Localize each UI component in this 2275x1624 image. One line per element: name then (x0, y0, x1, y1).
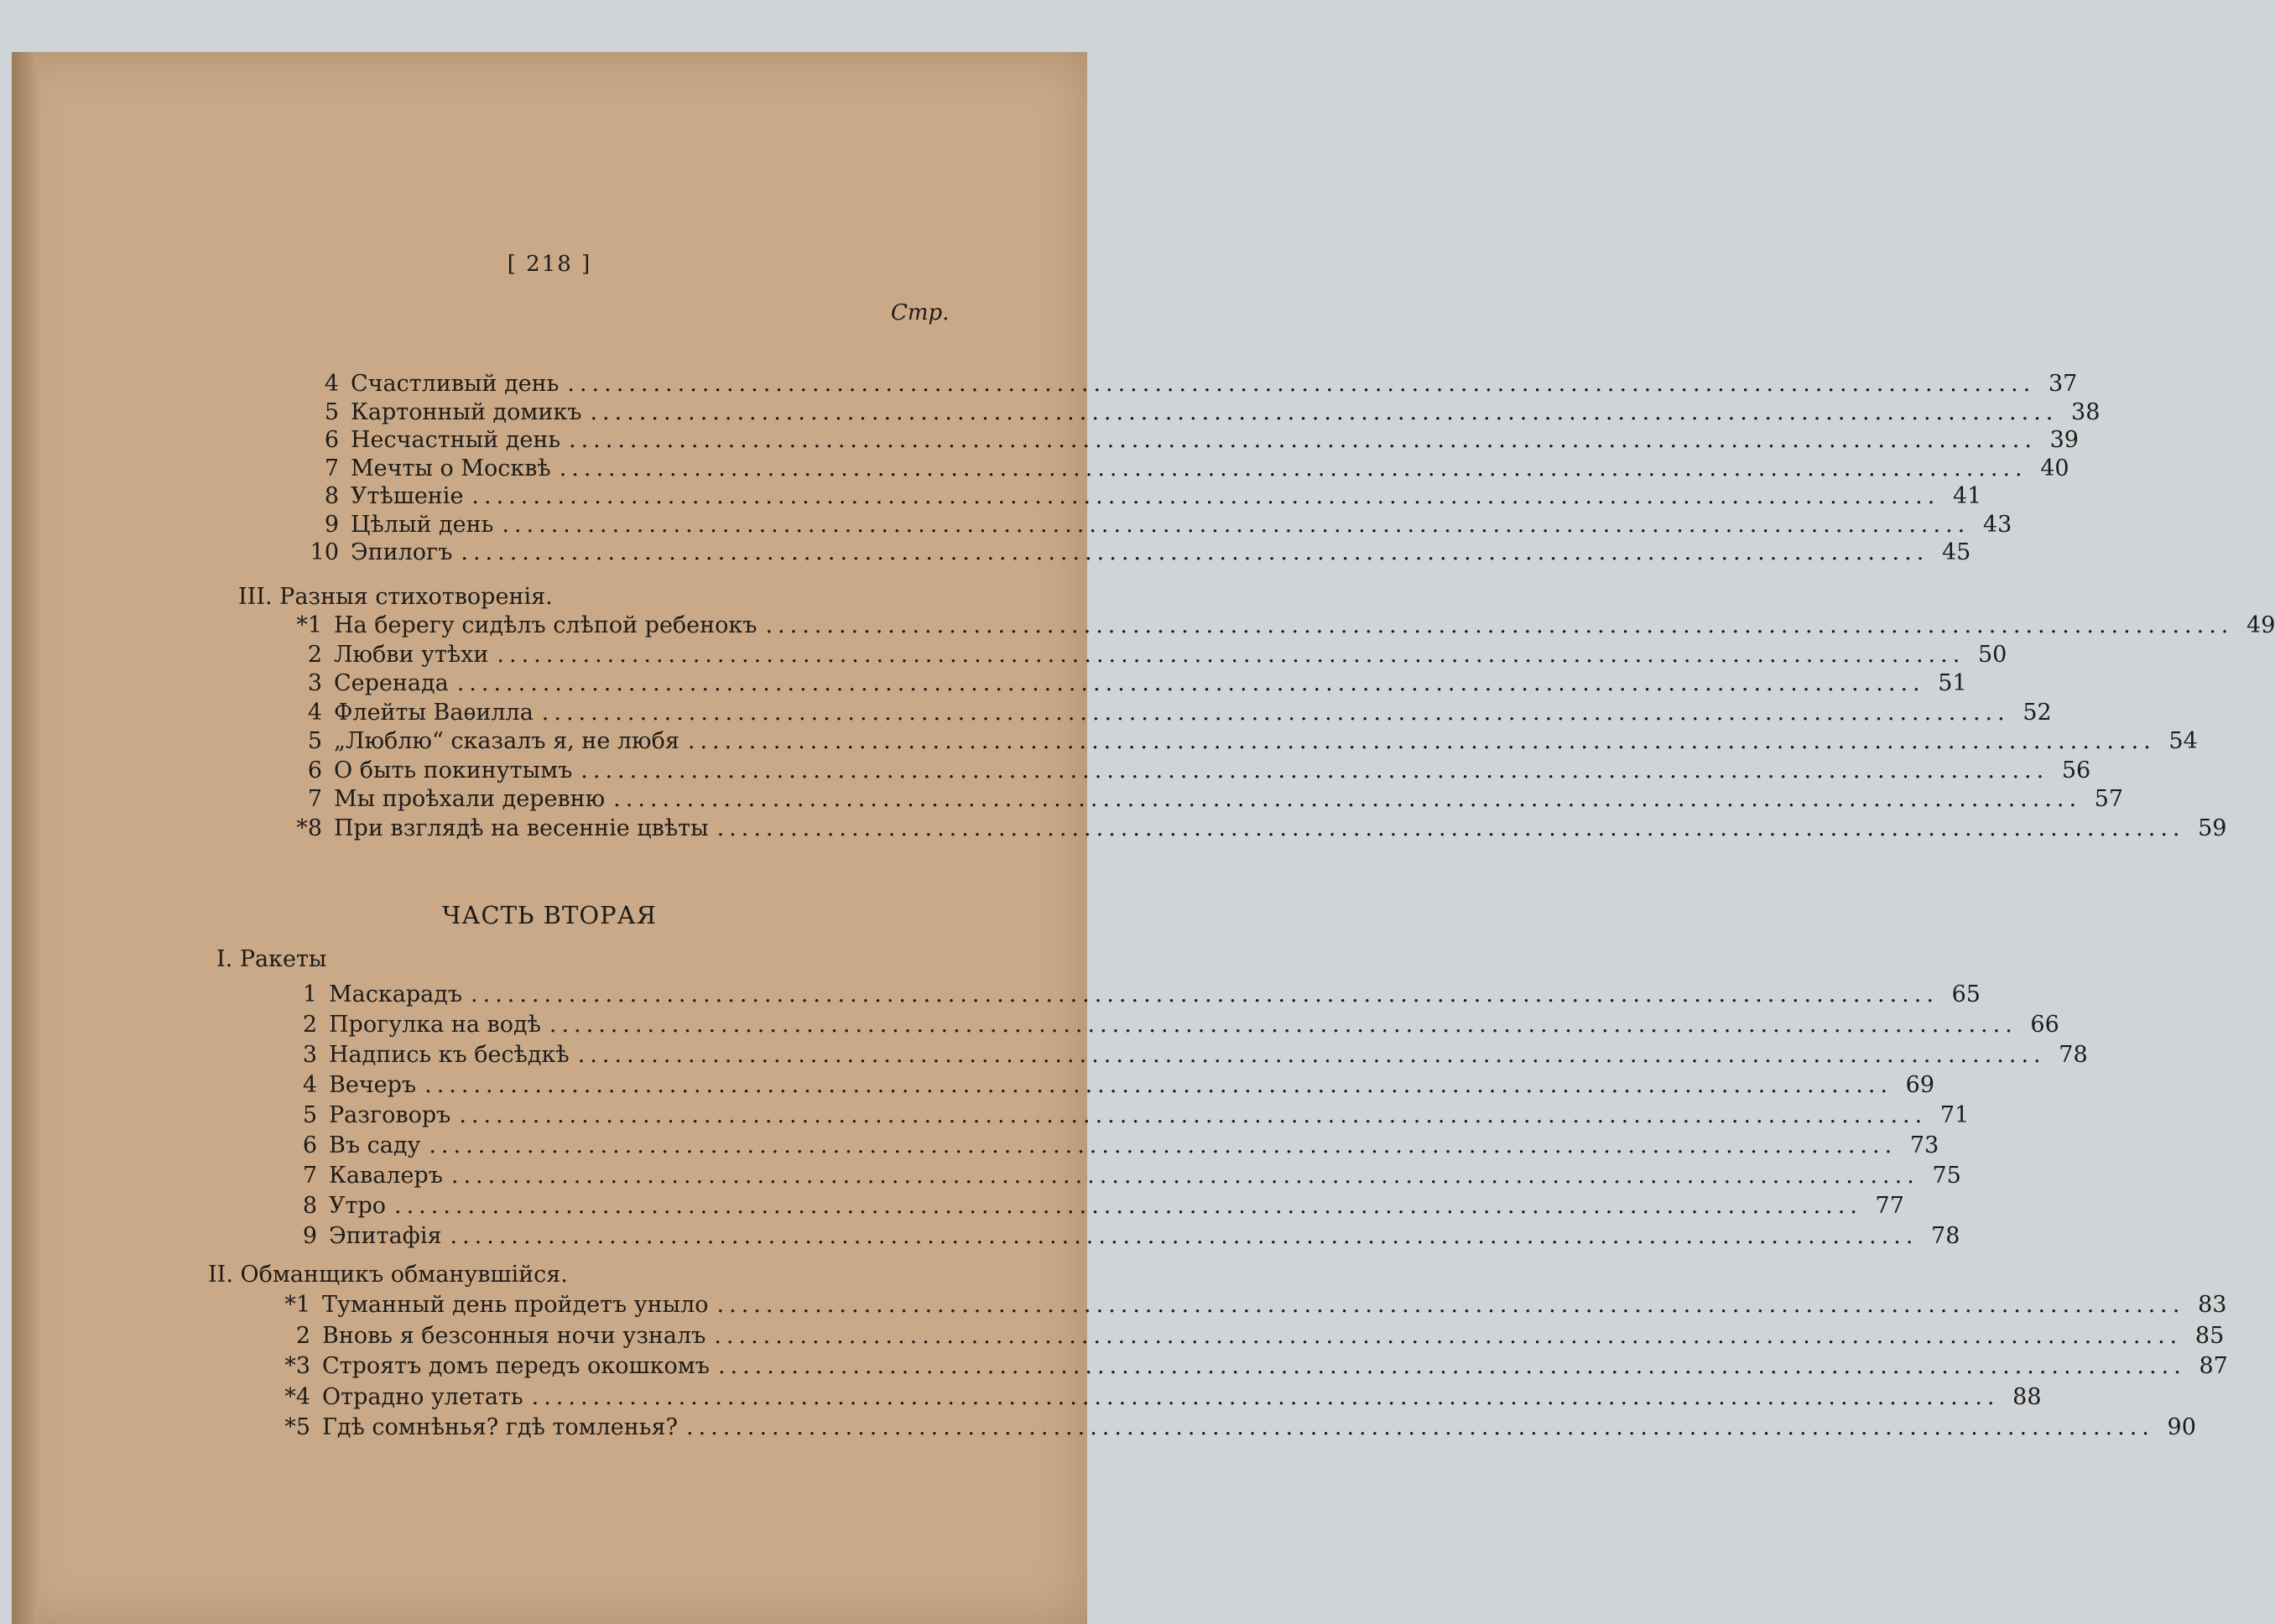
toc-entry (280, 612, 2275, 641)
toc-entry-number: 2 (302, 1012, 317, 1038)
toc-entry (297, 455, 2069, 484)
book-page (12, 52, 2275, 1624)
toc-entry-page: 40 (2040, 455, 2069, 481)
toc-entry-title: Туманный день пройдетъ уныло (322, 1292, 709, 1318)
toc-entry-page: 49 (2246, 612, 2275, 638)
toc-entry-page: 39 (2049, 427, 2079, 453)
toc-entry (280, 728, 2198, 757)
toc-entry (275, 1132, 1939, 1161)
toc-entry-number: 3 (307, 670, 322, 696)
toc-entry (260, 1383, 2042, 1413)
leader-dots: ........................................................................................................................ (613, 786, 2082, 812)
leader-dots: ........................................................................................................................ (424, 1072, 1893, 1098)
toc-entry (275, 1072, 1935, 1101)
toc-entry (260, 1414, 2196, 1443)
toc-entry (275, 1223, 1960, 1252)
toc-entry-title: Несчастный день (351, 427, 561, 453)
toc-entry-title: Въ саду (329, 1132, 421, 1158)
toc-entry-page: 78 (1931, 1223, 1960, 1249)
toc-entry-page: 88 (2012, 1383, 2042, 1410)
toc-entry-title: При взглядѣ на весенніе цвѣты (334, 815, 709, 841)
toc-entry-page: 51 (1938, 670, 1967, 696)
toc-entry-title: На берегу сидѣлъ слѣпой ребенокъ (334, 612, 757, 638)
leader-dots: ........................................................................................................................ (716, 1292, 2185, 1318)
toc-entry-title: Прогулка на водѣ (329, 1012, 541, 1038)
leader-dots: ........................................................................................................................ (471, 483, 1940, 509)
toc-entry-number: *4 (284, 1383, 310, 1410)
toc-entry-page: 37 (2048, 371, 2078, 397)
toc-entry-title: Картонный домикъ (351, 398, 582, 425)
toc-entry-page: 83 (2198, 1292, 2227, 1318)
toc-entry (297, 371, 2078, 399)
toc-entry-page: 87 (2199, 1353, 2228, 1379)
toc-entry (297, 483, 1982, 512)
toc-entry-number: 9 (302, 1223, 317, 1249)
toc-entry-number: 7 (324, 455, 339, 481)
leader-dots: ........................................................................................................................ (765, 612, 2234, 638)
toc-entry-page: 56 (2061, 757, 2091, 783)
toc-entry-page: 69 (1905, 1072, 1935, 1098)
toc-entry-number: 9 (324, 511, 339, 538)
toc-entry-page: 73 (1909, 1132, 1939, 1158)
toc-entry-title: Утро (329, 1193, 386, 1219)
toc-entry-number: 10 (310, 539, 339, 565)
toc-entry-title: Цѣлый день (351, 511, 494, 538)
leader-dots: ........................................................................................................................ (450, 1223, 1918, 1249)
leader-dots: ........................................................................................................................ (531, 1383, 2000, 1410)
toc-entry-number: 4 (324, 371, 339, 397)
toc-entry-title: Утѣшеніе (351, 483, 464, 509)
toc-entry-title: Серенада (334, 670, 449, 696)
toc-entry-page: 85 (2194, 1322, 2225, 1349)
toc-entry (297, 427, 2079, 455)
toc-entry-title: Вечеръ (329, 1072, 417, 1098)
leader-dots: ........................................................................................................................ (450, 1163, 1919, 1189)
toc-entry (297, 511, 2012, 540)
part-two-section-two-heading: II. Обманщикъ обманувшійся. (208, 1262, 568, 1288)
toc-entry-number: 4 (302, 1072, 317, 1098)
leader-dots: ........................................................................................................................ (502, 511, 1970, 538)
toc-entry (275, 1042, 2088, 1070)
leader-dots: ........................................................................................................................ (580, 757, 2049, 783)
part-two-title: ЧАСТЬ ВТОРАЯ (442, 901, 657, 929)
leader-dots: ........................................................................................................................ (459, 1102, 1928, 1128)
toc-entry-page: 65 (1951, 981, 1981, 1007)
leader-dots: ........................................................................................................................ (685, 1414, 2154, 1440)
toc-entry-page: 54 (2168, 728, 2198, 754)
toc-entry-title: Вновь я безсонныя ночи узналъ (322, 1322, 706, 1349)
toc-entry-number: 4 (307, 699, 322, 726)
toc-entry-page: 50 (1977, 641, 2007, 668)
toc-entry (275, 981, 1981, 1010)
toc-entry-page: 66 (2030, 1012, 2059, 1038)
toc-entry-page: 45 (1941, 539, 1971, 565)
toc-entry-title: Мы проѣхали деревню (334, 786, 606, 812)
toc-entry-title: Отрадно улетать (322, 1383, 523, 1410)
toc-entry-number: 6 (302, 1132, 317, 1158)
toc-entry-number: 8 (324, 483, 339, 509)
toc-entry-page: 57 (2094, 786, 2124, 812)
toc-entry-title: Строятъ домъ передъ окошкомъ (322, 1353, 710, 1379)
section-three-heading: III. Разныя стихотворенія. (238, 584, 553, 610)
toc-entry (260, 1292, 2227, 1320)
toc-entry-number: *8 (296, 815, 322, 841)
leader-dots: ........................................................................................................................ (559, 455, 2028, 481)
leader-dots: ........................................................................................................................ (541, 699, 2010, 726)
toc-entry-page: 75 (1932, 1163, 1961, 1189)
toc-entry (280, 786, 2124, 815)
toc-entry (280, 670, 1967, 699)
toc-entry-title: Эпитафія (329, 1223, 442, 1249)
toc-entry-page: 90 (2167, 1414, 2196, 1440)
toc-entry-number: 2 (307, 641, 322, 668)
toc-entry (260, 1322, 2225, 1351)
toc-entry (297, 539, 1971, 568)
toc-entry-number: 6 (324, 427, 339, 453)
leader-dots: ........................................................................................................................ (717, 1353, 2186, 1379)
toc-entry (275, 1193, 1904, 1221)
toc-entry-title: Флейты Ваѳилла (334, 699, 534, 726)
leader-dots: ........................................................................................................................ (394, 1193, 1862, 1219)
leader-dots: ........................................................................................................................ (714, 1322, 2183, 1349)
page-column-label: Стр. (891, 300, 950, 325)
toc-entry-number: *1 (296, 612, 322, 638)
toc-entry-page: 71 (1939, 1102, 1970, 1128)
leader-dots: ........................................................................................................................ (471, 981, 1939, 1007)
toc-entry-title: Счастливый день (351, 371, 560, 397)
toc-entry-number: *5 (284, 1414, 310, 1440)
toc-entry (275, 1163, 1961, 1191)
toc-entry (275, 1012, 2059, 1040)
toc-entry-number: 7 (307, 786, 322, 812)
toc-entry-title: Эпилогъ (351, 539, 453, 565)
toc-entry-number: 5 (324, 398, 339, 425)
toc-entry-number: *1 (284, 1292, 310, 1318)
toc-entry-title: Любви утѣхи (334, 641, 489, 668)
leader-dots: ........................................................................................................................ (497, 641, 1965, 668)
leader-dots: ........................................................................................................................ (549, 1012, 2017, 1038)
toc-entry (297, 398, 2101, 428)
toc-entry-number: 8 (302, 1193, 317, 1219)
toc-entry-number: 5 (302, 1102, 317, 1128)
leader-dots: ........................................................................................................................ (456, 670, 1925, 696)
toc-entry-page: 59 (2198, 815, 2227, 841)
toc-entry-title: Мечты о Москвѣ (351, 455, 551, 481)
toc-entry-number: 6 (307, 757, 322, 783)
toc-entry-page: 41 (1952, 483, 1982, 509)
page-number: [ 218 ] (507, 252, 592, 277)
toc-entry-page: 77 (1875, 1193, 1904, 1219)
leader-dots: ........................................................................................................................ (429, 1132, 1898, 1158)
leader-dots: ........................................................................................................................ (569, 427, 2037, 453)
page-edge (12, 52, 39, 1624)
toc-entry-number: 2 (295, 1322, 310, 1349)
toc-entry (280, 757, 2091, 786)
toc-entry-page: 43 (1982, 511, 2012, 538)
toc-entry-number: *3 (284, 1353, 310, 1379)
toc-entry (280, 699, 2052, 728)
toc-entry (280, 815, 2227, 844)
leader-dots: ........................................................................................................................ (567, 371, 2036, 397)
leader-dots: ........................................................................................................................ (716, 815, 2185, 841)
toc-entry-title: О быть покинутымъ (334, 757, 573, 783)
toc-entry-page: 38 (2071, 398, 2101, 425)
toc-entry-title: Маскарадъ (329, 981, 463, 1007)
toc-entry-title: Кавалеръ (329, 1163, 443, 1189)
leader-dots: ........................................................................................................................ (577, 1042, 2046, 1068)
toc-entry-number: 1 (302, 981, 317, 1007)
toc-entry (280, 641, 2007, 670)
toc-entry-number: 3 (302, 1042, 317, 1068)
toc-entry-number: 7 (302, 1163, 317, 1189)
leader-dots: ........................................................................................................................ (590, 398, 2059, 425)
toc-entry-page: 52 (2023, 699, 2052, 726)
toc-entry-page: 78 (2059, 1042, 2088, 1068)
toc-entry-title: Разговоръ (329, 1102, 451, 1128)
leader-dots: ........................................................................................................................ (461, 539, 1929, 565)
toc-entry (275, 1102, 1970, 1131)
toc-entry-title: Надпись къ бесѣдкѣ (329, 1042, 570, 1068)
part-two-section-one-heading: I. Ракеты (216, 946, 327, 972)
toc-entry (260, 1353, 2228, 1382)
leader-dots: ........................................................................................................................ (687, 728, 2156, 754)
toc-entry-title: „Люблю“ сказалъ я, не любя (334, 728, 679, 754)
toc-entry-number: 5 (307, 728, 322, 754)
toc-entry-title: Гдѣ сомнѣнья? гдѣ томленья? (322, 1414, 678, 1440)
